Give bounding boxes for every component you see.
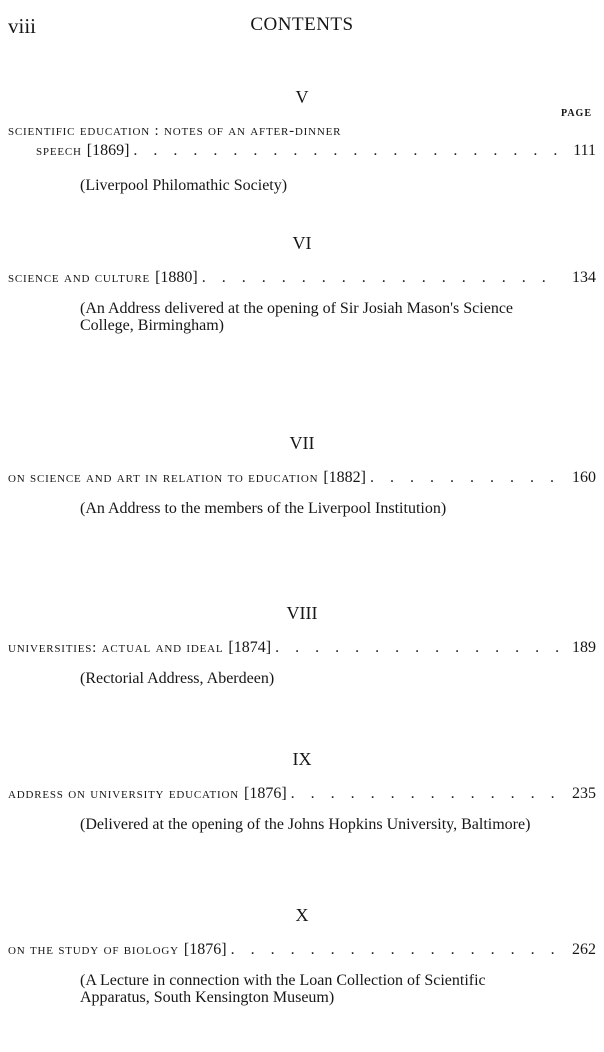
entry-year: [1880] xyxy=(155,269,198,286)
entry-year: [1874] xyxy=(228,639,272,656)
contents-entry xyxy=(8,122,596,161)
contents-entry xyxy=(8,638,596,658)
entry-page-number: 189 xyxy=(572,639,596,656)
entry-title-continued: speech xyxy=(36,143,82,159)
entry-title: science and culture xyxy=(8,270,151,286)
entry-year: [1876] xyxy=(244,785,287,802)
entry-page-number: 111 xyxy=(573,142,596,159)
contents-entry xyxy=(8,468,596,488)
entry-year: [1882] xyxy=(323,469,366,486)
entry-title: on science and art in relation to education xyxy=(8,470,319,486)
entry-note: (Liverpool Philomathic Society) xyxy=(80,177,288,194)
section-numeral: VI xyxy=(292,233,312,253)
dot-leader xyxy=(291,784,562,803)
entry-page-number: 134 xyxy=(572,269,596,286)
entry-title: address on university education xyxy=(8,786,239,802)
entry-note: (An Address delivered at the opening of Sir Josiah Mason's Science College, Birmingham) xyxy=(80,300,514,334)
contents-section-vi xyxy=(8,232,596,334)
entry-note: (A Lecture in connection with the Loan Collection of Scientific Apparatus, South Kensington Museum) xyxy=(80,972,486,1006)
page-number: viii xyxy=(8,14,37,38)
page-column-label: PAGE xyxy=(560,108,592,119)
entry-page-number: 160 xyxy=(572,469,596,486)
contents-section-ix xyxy=(8,748,596,833)
entry-title: on the study of biology xyxy=(8,942,179,958)
dot-leader xyxy=(370,468,562,487)
entry-title: scientific education : notes of an after-dinner xyxy=(8,123,342,139)
contents-section-v xyxy=(8,86,596,194)
dot-leader xyxy=(231,940,562,959)
section-numeral: VIII xyxy=(286,603,318,623)
entry-note: (Rectorial Address, Aberdeen) xyxy=(80,670,275,687)
running-title: CONTENTS xyxy=(250,14,354,35)
contents-entry xyxy=(8,940,596,960)
section-numeral: V xyxy=(295,87,309,107)
section-numeral: VII xyxy=(289,433,315,453)
section-numeral: X xyxy=(295,905,309,925)
contents-entry xyxy=(8,268,596,288)
entry-year: [1876] xyxy=(183,941,227,958)
dot-leader xyxy=(275,638,562,657)
entry-title: universities: actual and ideal xyxy=(8,640,224,656)
contents-section-viii xyxy=(8,602,596,687)
page-header xyxy=(8,14,596,44)
entry-note: (An Address to the members of the Liverpool Institution) xyxy=(80,500,447,517)
dot-leader xyxy=(133,141,562,160)
contents-entry xyxy=(8,784,596,804)
entry-year: [1869] xyxy=(86,142,130,159)
dot-leader xyxy=(202,268,562,287)
contents-section-vii xyxy=(8,432,596,517)
entry-page-number: 262 xyxy=(572,941,596,958)
contents-section-x xyxy=(8,904,596,1006)
section-numeral: IX xyxy=(292,749,312,769)
entry-page-number: 235 xyxy=(572,785,596,802)
entry-note: (Delivered at the opening of the Johns Hopkins University, Baltimore) xyxy=(80,816,531,833)
